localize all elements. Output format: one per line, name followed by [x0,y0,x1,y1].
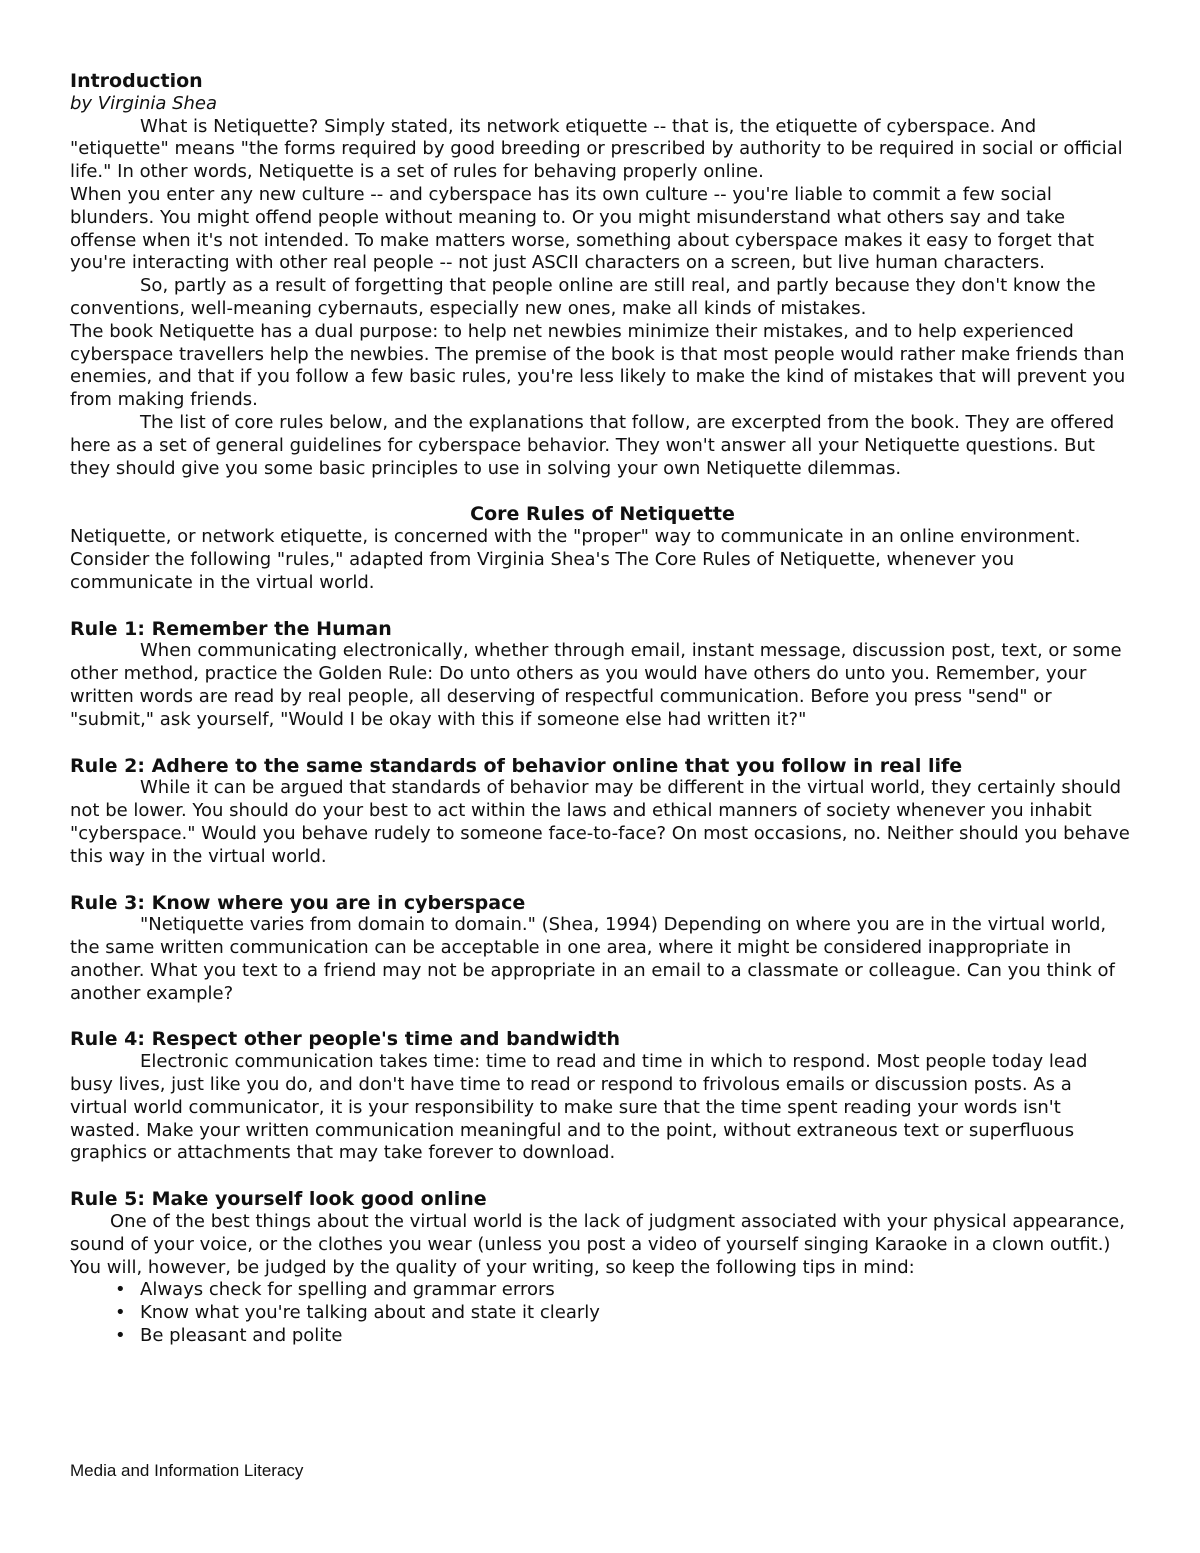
page-footer: Media and Information Literacy [70,1461,304,1480]
rule-1-text: When communicating electronically, whether through email, instant message, discussion post, text, or some other method, practice the Golden Rule: Do unto others as you would have others do unto you. Remember, your written words are read by real people, all deserving of respectful communication. Before you press "send" or "submit," ask yourself, "Would I be okay with this if someone else had written it?" [70,640,1122,730]
rule-2-text: While it can be argued that standards of behavior may be different in the virtual world, they certainly should not be lower. You should do your best to act within the laws and ethical manners of society whenever you inhabit "cyberspace." Would you behave rudely to someone face-to-face? On most occasions, no. Neither should you behave this way in the virtual world. [70,777,1130,867]
list-item [115,1325,1135,1348]
intro-paragraph: The list of core rules below, and the explanations that follow, are excerpted from the book. They are offered here as a set of general guidelines for cyberspace behavior. They won't answer all your Netiquette questions. But they should give you some basic principles to use in solving your own Netiquette dilemmas. [70,411,1115,479]
core-rules-heading: Core Rules of Netiquette [470,503,735,526]
rule-2-heading: Rule 2: Adhere to the same standards of behavior online that you follow in real life [70,754,963,777]
intro-paragraph: When you enter any new culture -- and cyberspace has its own culture -- you're liable to commit a few social blunders. You might offend people without meaning to. Or you might misunderstand what others say and take offense when it's not intended. To make matters worse, something about cyberspace makes it easy to forget that you're interacting with other real people -- not just ASCII characters on a screen, but live human characters. [70,183,1094,274]
rule-5-text: One of the best things about the virtual world is the lack of judgment associated with your physical appearance, sound of your voice, or the clothes you wear (unless you post a video of yourself singing Karaoke in a clown outfit.) You will, however, be judged by the quality of your writing, so keep the following tips in mind: [70,1211,1125,1278]
intro-paragraph: What is Netiquette? Simply stated, its network etiquette -- that is, the etiquette of cyberspace. And "etiquette" means "the forms required by good breeding or prescribed by authority to be required in social or official life." In other words, Netiquette is a set of rules for behaving properly online. [70,115,1123,183]
rule-4-text: Electronic communication takes time: time to read and time in which to respond. Most people today lead busy lives, just like you do, and don't have time to read or respond to frivolous emails or discussion posts. As a virtual world communicator, it is your responsibility to make sure that the time spent reading your words isn't wasted. Make your written communication meaningful and to the point, without extraneous text or superfluous graphics or attachments that may take forever to download. [70,1051,1088,1164]
tip-text: Always check for spelling and grammar errors [140,1279,555,1301]
intro-byline: by Virginia Shea [70,92,218,114]
bullet-icon: • [115,1325,126,1347]
tip-text: Be pleasant and polite [140,1325,343,1347]
document-page [70,70,1135,1348]
list-item [115,1279,1135,1302]
intro-heading: Introduction [70,70,203,92]
intro-paragraph: The book Netiquette has a dual purpose: to help net newbies minimize their mistakes, and to help experienced cyberspace travellers help the newbies. The premise of the book is that most people would rather make friends than enemies, and that if you follow a few basic rules, you're less likely to make the kind of mistakes that will prevent you from making friends. [70,320,1126,411]
intro-paragraph: So, partly as a result of forgetting that people online are still real, and partly because they don't know the conventions, well-meaning cybernauts, especially new ones, make all kinds of mistakes. [70,275,1096,319]
tips-list [70,1279,1135,1347]
rule-3-heading: Rule 3: Know where you are in cyberspace [70,891,526,914]
rule-1-heading: Rule 1: Remember the Human [70,617,392,640]
bullet-icon: • [115,1302,126,1324]
list-item [115,1302,1135,1325]
bullet-icon: • [115,1279,126,1301]
rule-5-heading: Rule 5: Make yourself look good online [70,1188,487,1211]
core-rules-text: Netiquette, or network etiquette, is concerned with the "proper" way to communicate in an online environment. Consider the following "rules," adapted from Virginia Shea's The Core Rules of Netiquette, whenever you communicate in the virtual world. [70,526,1081,593]
rule-3-text: "Netiquette varies from domain to domain." (Shea, 1994) Depending on where you are in the virtual world, the same written communication can be acceptable in one area, where it might be considered inappropriate in another. What you text to a friend may not be appropriate in an email to a classmate or colleague. Can you think of another example? [70,914,1115,1004]
rule-4-heading: Rule 4: Respect other people's time and bandwidth [70,1028,620,1051]
tip-text: Know what you're talking about and state it clearly [140,1302,600,1324]
